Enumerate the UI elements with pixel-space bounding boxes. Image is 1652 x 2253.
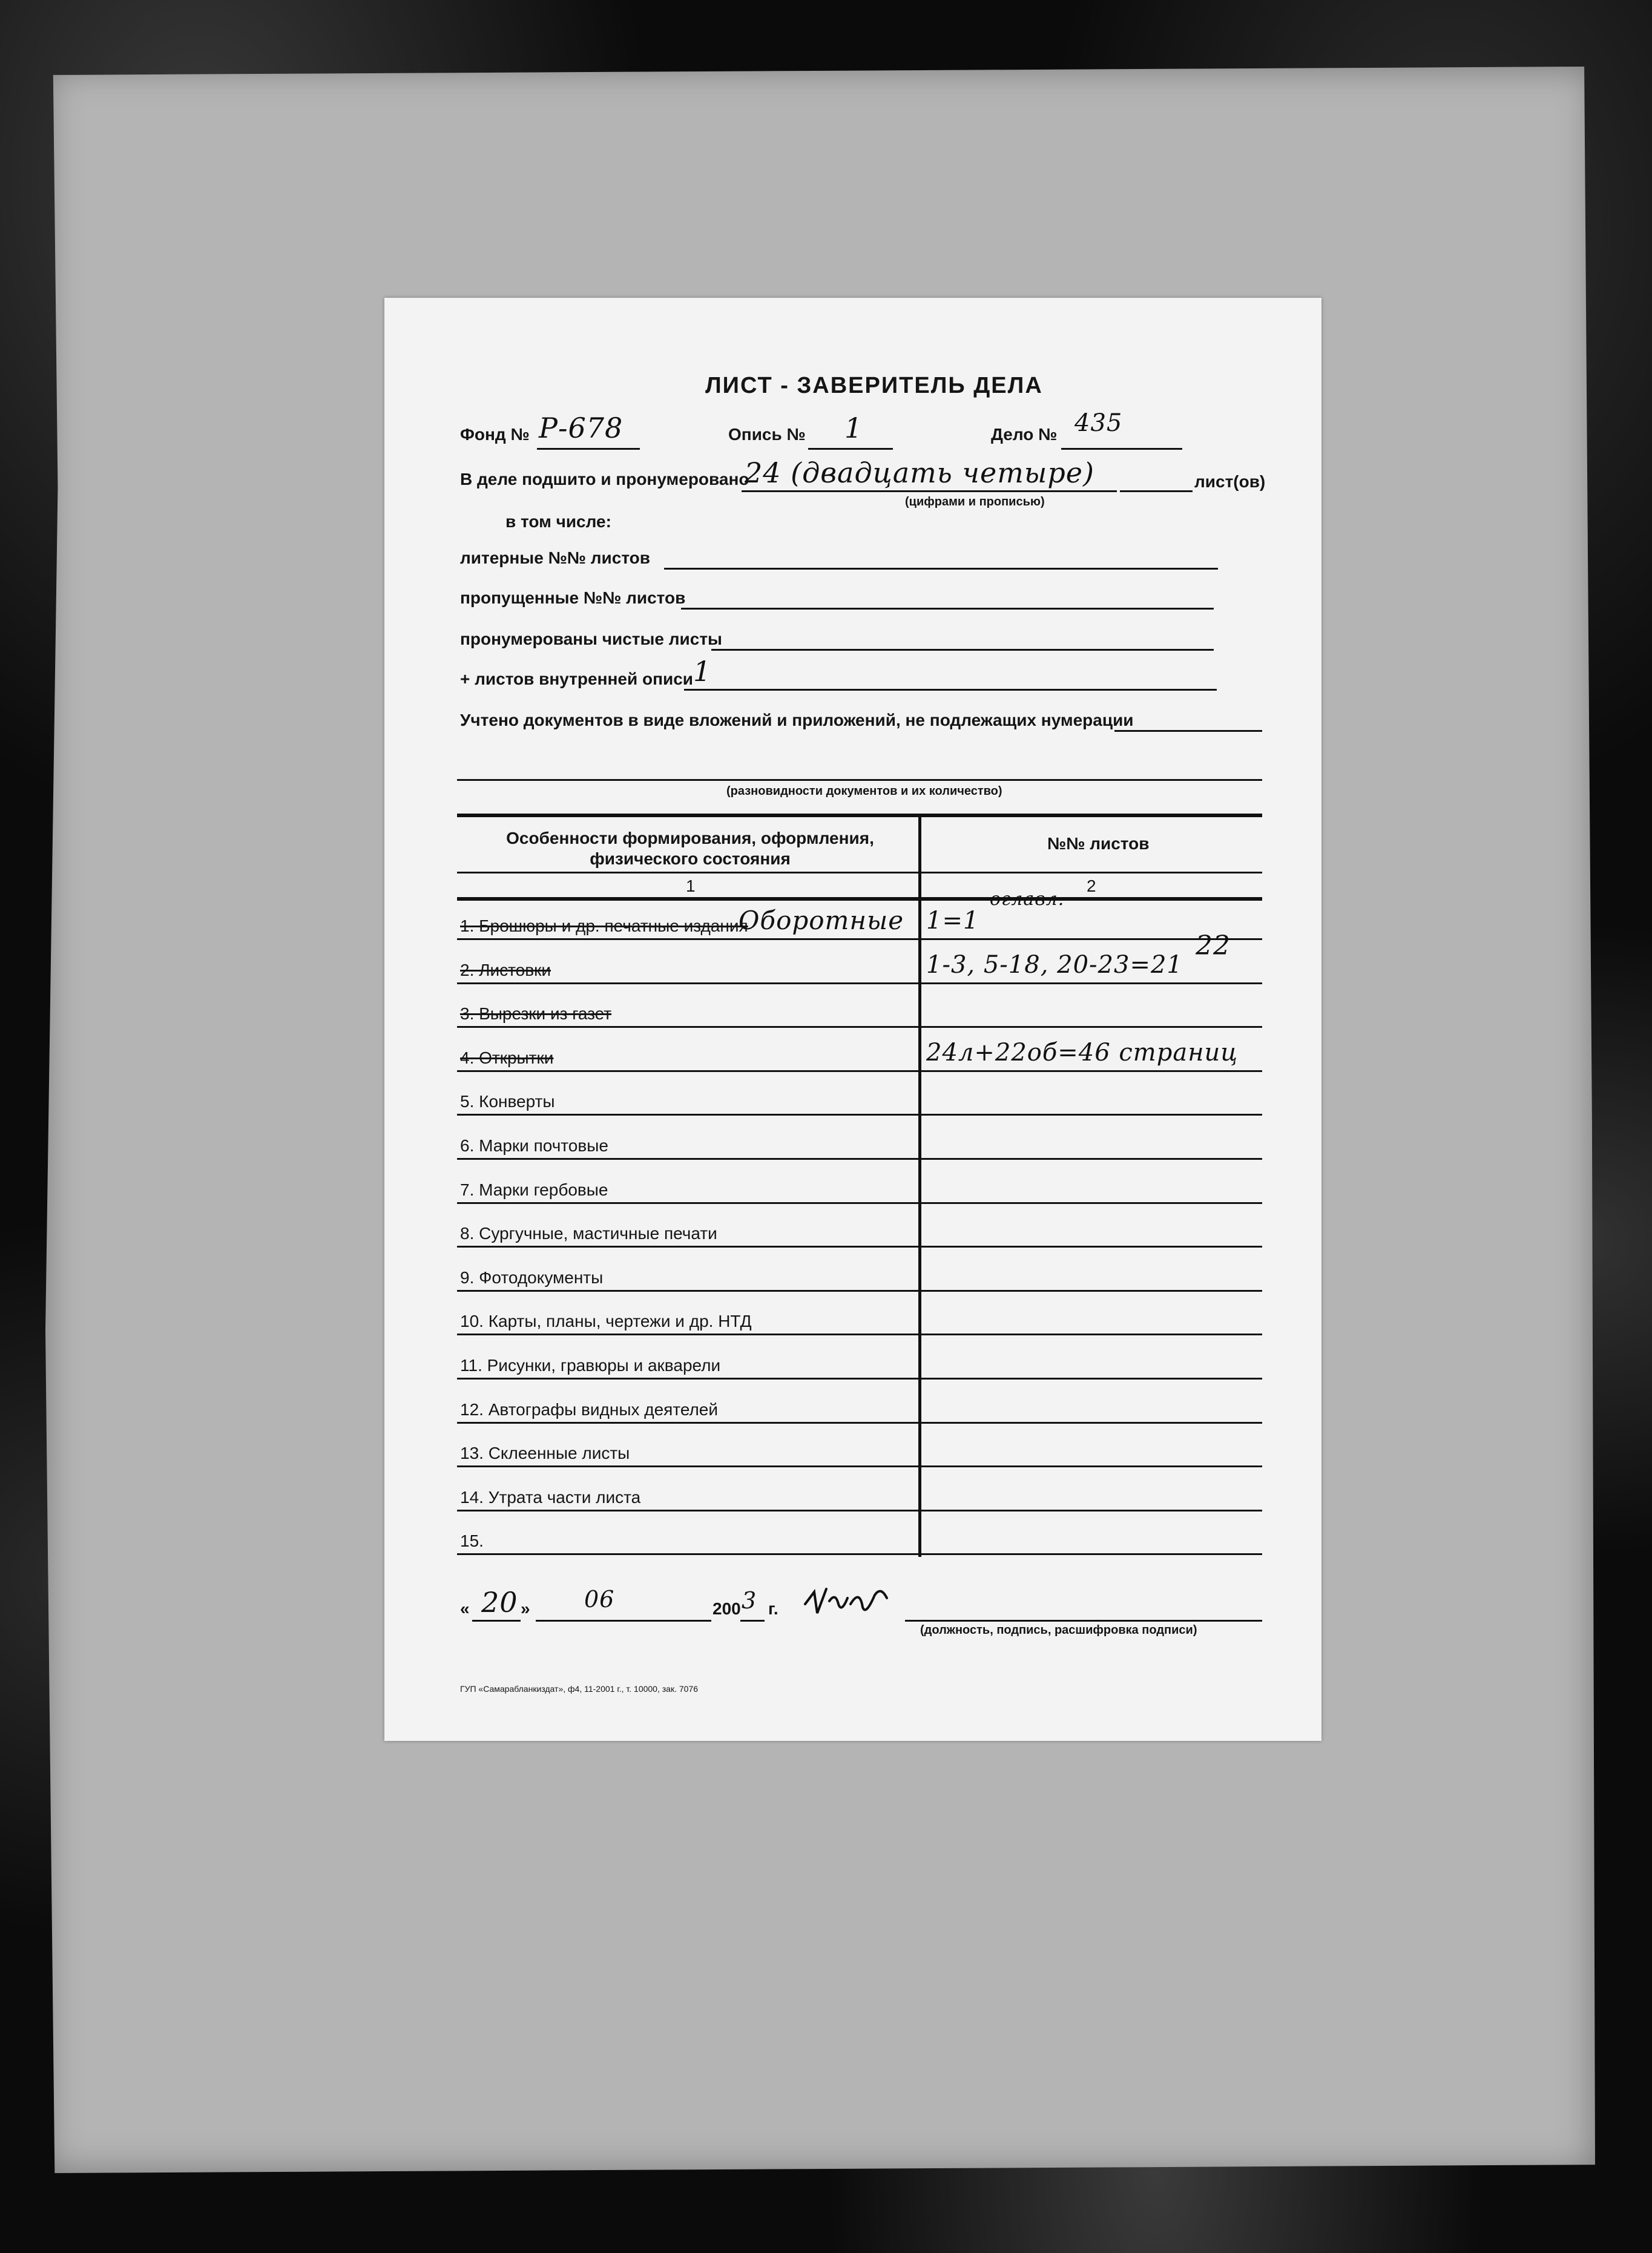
sheets-label: В деле подшито и пронумеровано	[460, 470, 749, 488]
opis-label: Опись №	[728, 425, 806, 444]
inner-inventory-value: 1	[693, 655, 712, 688]
signature	[802, 1580, 893, 1622]
skipped-underline	[681, 608, 1214, 610]
row-label: 1. Брошюры и др. печатные издания	[460, 916, 748, 935]
date-month: 06	[584, 1586, 615, 1613]
opis-underline	[808, 448, 893, 450]
row-label: 4. Открытки	[460, 1048, 554, 1067]
attachments-hint: (разновидности документов и их количество)	[726, 784, 1002, 798]
row-label: 2. Листовки	[460, 960, 551, 979]
row-underline	[457, 1158, 1262, 1160]
attachments-label: Учтено документов в виде вложений и приложений, не подлежащих нумерации	[460, 711, 1134, 729]
row-label: 11. Рисунки, гравюры и акварели	[460, 1356, 721, 1375]
row-underline	[457, 1246, 1262, 1248]
delo-value: 435	[1074, 409, 1123, 437]
date-year-prefix: 200	[712, 1599, 741, 1618]
row-underline	[457, 1465, 1262, 1467]
row-note: Оборотные	[739, 906, 904, 935]
year-underline	[740, 1620, 765, 1622]
row-underline	[457, 1290, 1262, 1292]
row-label: 14. Утрата части листа	[460, 1487, 641, 1507]
date-quote-open: «	[460, 1599, 470, 1618]
row-label: 7. Марки гербовые	[460, 1180, 608, 1199]
row-bracket-total: 22	[1196, 930, 1231, 961]
blank-underline	[711, 649, 1214, 651]
month-underline	[536, 1620, 711, 1622]
date-year-suffix: 3	[742, 1587, 757, 1614]
printer-imprint: ГУП «Самарабланкиздат», ф4, 11-2001 г., т. 10000, зак. 7076	[460, 1684, 698, 1694]
literal-label: литерные №№ листов	[460, 548, 651, 567]
row-label: 12. Автографы видных деятелей	[460, 1399, 719, 1419]
blank-label: пронумерованы чистые листы	[460, 630, 722, 648]
date-day: 20	[481, 1586, 518, 1619]
row-label: 8. Сургучные, мастичные печати	[460, 1224, 717, 1243]
delo-label: Дело №	[991, 425, 1058, 444]
skipped-label: пропущенные №№ листов	[460, 588, 686, 607]
row-underline	[457, 1070, 1262, 1072]
inner-inventory-underline	[684, 689, 1217, 691]
row-label: 5. Конверты	[460, 1092, 555, 1111]
row-underline	[457, 1553, 1262, 1555]
fond-label: Фонд №	[460, 425, 530, 444]
day-underline	[472, 1620, 521, 1622]
col2-number: 2	[1087, 877, 1096, 895]
literal-underline	[664, 568, 1218, 570]
date-year-unit: г.	[768, 1599, 778, 1618]
row-underline	[457, 1114, 1262, 1116]
sheets-hint: (цифрами и прописью)	[905, 495, 1045, 508]
certification-sheet	[384, 298, 1321, 1741]
col1-header-line-2: физического состояния	[590, 849, 791, 868]
row-underline	[457, 1378, 1262, 1380]
row-note-above: оглавл.	[990, 889, 1065, 910]
row-label: 9. Фотодокументы	[460, 1268, 604, 1287]
row-label: 6. Марки почтовые	[460, 1136, 608, 1155]
row-label: 15.	[460, 1531, 484, 1551]
row-sheet-numbers: 1-3, 5-18, 20-23=21	[926, 950, 1183, 979]
date-quote-close: »	[521, 1599, 530, 1618]
header-divider	[457, 872, 1262, 873]
row-label: 3. Вырезки из газет	[460, 1004, 612, 1024]
attachments-line-2	[457, 779, 1262, 781]
inner-inventory-label: + листов внутренней описи	[460, 669, 693, 688]
attachments-underline	[1114, 730, 1262, 732]
row-underline	[457, 1510, 1262, 1511]
fond-value: Р-678	[539, 412, 624, 444]
signature-underline	[905, 1620, 1262, 1622]
col2-header: №№ листов	[1047, 834, 1150, 853]
form-title: ЛИСТ - ЗАВЕРИТЕЛЬ ДЕЛА	[705, 373, 1043, 398]
col1-number: 1	[686, 877, 696, 895]
row-label: 10. Карты, планы, чертежи и др. НТД	[460, 1312, 752, 1331]
row-underline	[457, 1202, 1262, 1204]
opis-value: 1	[844, 412, 863, 444]
signature-hint: (должность, подпись, расшифровка подписи)	[920, 1623, 1197, 1637]
fond-underline	[537, 448, 640, 450]
col1-header	[496, 828, 884, 869]
table-top-border	[457, 814, 1262, 817]
delo-underline	[1061, 448, 1182, 450]
row-underline	[457, 938, 1262, 940]
including-label: в том числе:	[505, 512, 611, 531]
sheets-value: 24 (двадцать четыре)	[745, 456, 1094, 489]
row-sheet-numbers: 24л+22об=46 страниц	[926, 1038, 1239, 1067]
sheets-suffix: лист(ов)	[1194, 472, 1266, 491]
col1-header-line-1: Особенности формирования, оформления,	[506, 829, 874, 847]
row-underline	[457, 982, 1262, 984]
sheets-underline-tail	[1120, 490, 1193, 492]
row-sheet-numbers: 1=1	[926, 907, 979, 935]
header-bottom-border	[457, 897, 1262, 901]
row-underline	[457, 1026, 1262, 1028]
sheets-underline	[742, 490, 1117, 492]
row-underline	[457, 1422, 1262, 1424]
row-label: 13. Склеенные листы	[460, 1444, 630, 1463]
row-underline	[457, 1334, 1262, 1335]
table-column-divider	[918, 816, 921, 1557]
